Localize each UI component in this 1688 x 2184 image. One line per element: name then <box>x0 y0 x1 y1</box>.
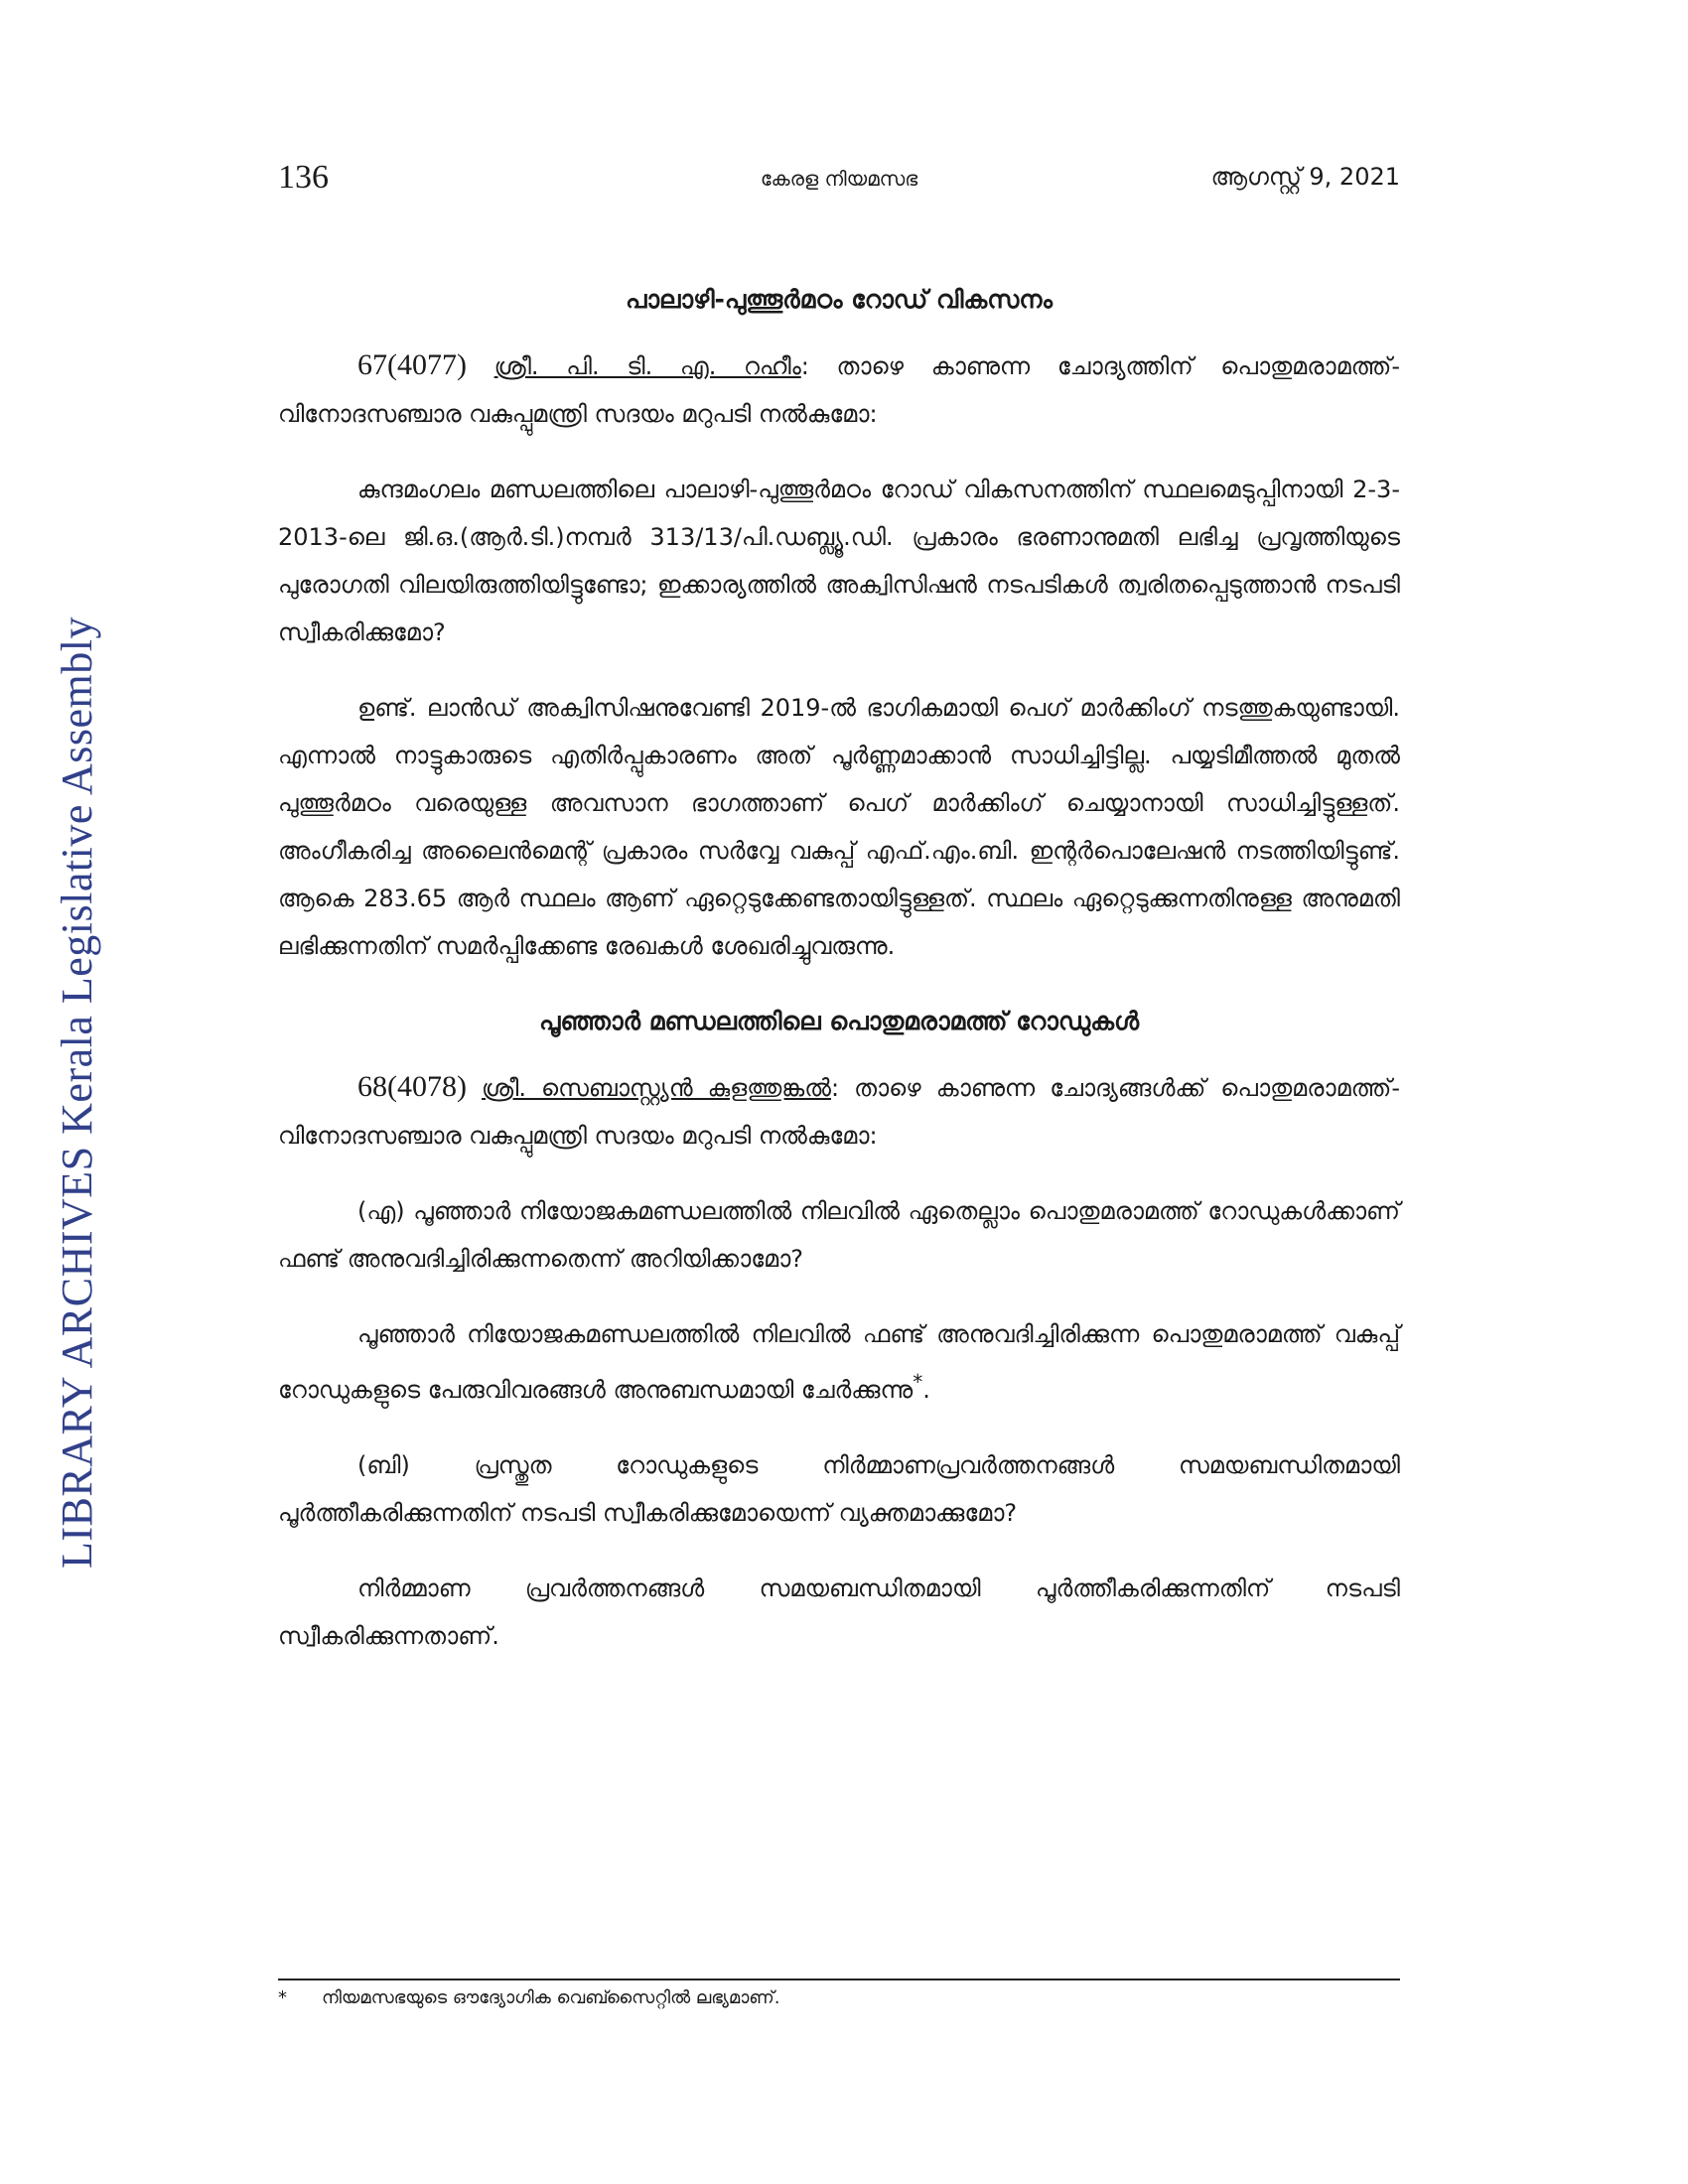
header-title: കേരള നിയമസഭ <box>760 167 918 191</box>
q68-intro <box>278 1063 1400 1160</box>
q68-number: 68(4078) <box>357 1070 467 1103</box>
footnote-text: നിയമസഭയുടെ ഔദ്യോഗിക വെബ്സൈറ്റിൽ ലഭ്യമാണ്. <box>322 1987 780 2008</box>
q67-heading: പാലാഴി-പുത്തൂർമഠം റോഡ് വികസനം <box>626 285 1053 314</box>
q68-question-b: (ബി) പ്രസ്തുത റോഡുകളുടെ നിർമ്മാണപ്രവർത്തനങ്ങൾ സമയബന്ധിതമായി പൂർത്തീകരിക്കുന്നതിന് നടപടി സ്വീകരിക്കുമോയെന്ന് വ്യക്തമാക്കുമോ? <box>278 1451 1400 1527</box>
q67-intro-text: : താഴെ കാണുന്ന ചോദ്യത്തിന് പൊതുമരാമത്ത്-വിനോദസഞ്ചാര വകുപ്പുമന്ത്രി സദയം മറുപടി നൽകുമോ: <box>278 352 1400 428</box>
q68-member: ശ്രീ. സെബാസ്റ്റ്യൻ കുളത്തുങ്കൽ <box>482 1074 831 1102</box>
archive-watermark: LIBRARY ARCHIVES Kerala Legislative Assembly <box>53 616 101 1569</box>
q67-member: ശ്രീ. പി. ടി. എ. റഹീം <box>493 352 801 380</box>
footnote-divider <box>278 1979 1400 1980</box>
q67-number: 67(4077) <box>357 348 467 381</box>
footnote-ref: * <box>913 1370 923 1394</box>
document-body <box>278 268 1400 1688</box>
q68-intro-text: : താഴെ കാണുന്ന ചോദ്യങ്ങൾക്ക് പൊതുമരാമത്ത്-വിനോദസഞ്ചാര വകുപ്പുമന്ത്രി സദയം മറുപടി നൽകുമോ: <box>278 1074 1400 1150</box>
q68-question-a: (എ) പൂഞ്ഞാർ നിയോജകമണ്ഡലത്തിൽ നിലവിൽ ഏതെല്ലാം പൊതുമരാമത്ത് റോഡുകൾക്കാണ് ഫണ്ട് അനുവദിച്ചിരിക്കുന്നതെന്ന് അറിയിക്കാമോ? <box>278 1197 1400 1273</box>
q68-answer-a-text: പൂഞ്ഞാർ നിയോജകമണ്ഡലത്തിൽ നിലവിൽ ഫണ്ട് അനുവദിച്ചിരിക്കുന്ന പൊതുമരാമത്ത് വകുപ്പ് റോഡുകളുടെ പേരുവിവരങ്ങൾ അനുബന്ധമായി ചേർക്കുന്നു <box>278 1320 1400 1404</box>
header-date: ആഗസ്റ്റ് 9, 2021 <box>1210 163 1400 191</box>
q67-question: കുന്ദമംഗലം മണ്ഡലത്തിലെ പാലാഴി-പുത്തൂർമഠം റോഡ് വികസനത്തിന് സ്ഥലമെടുപ്പിനായി 2-3-2013-ലെ ജി.ഒ.(ആർ.ടി.)നമ്പർ 313/13/പി.ഡബ്ല്യൂ.ഡി. പ്രകാരം ഭരണാനുമതി ലഭിച്ച പ്രവൃത്തിയുടെ പുരോഗതി വിലയിരുത്തിയിട്ടുണ്ടോ; ഇക്കാര്യത്തിൽ അക്വിസിഷൻ നടപടികൾ ത്വരിതപ്പെടുത്താൻ നടപടി സ്വീകരിക്കുമോ? <box>278 476 1400 646</box>
q68-answer-a-end: . <box>922 1376 930 1404</box>
footnote-mark: * <box>278 1987 287 2008</box>
q68-answer-b: നിർമ്മാണ പ്രവർത്തനങ്ങൾ സമയബന്ധിതമായി പൂർത്തീകരിക്കുന്നതിന് നടപടി സ്വീകരിക്കുന്നതാണ്. <box>278 1574 1400 1650</box>
q67-intro <box>278 341 1400 438</box>
page-header <box>278 159 1400 208</box>
q68-heading: പൂഞ്ഞാർ മണ്ഡലത്തിലെ പൊതുമരാമത്ത് റോഡുകൾ <box>538 1007 1140 1035</box>
page-number: 136 <box>278 159 329 196</box>
footnote <box>278 1987 780 2008</box>
q67-answer: ഉണ്ട്. ലാൻഡ് അക്വിസിഷനുവേണ്ടി 2019-ൽ ഭാഗികമായി പെഗ് മാർക്കിംഗ് നടത്തുകയുണ്ടായി. എന്നാൽ നാട്ടുകാരുടെ എതിർപ്പുകാരണം അത് പൂർണ്ണമാക്കാൻ സാധിച്ചിട്ടില്ല. പയ്യടിമീത്തൽ മുതൽ പുത്തൂർമഠം വരെയുള്ള അവസാന ഭാഗത്താണ് പെഗ് മാർക്കിംഗ് ചെയ്യാനായി സാധിച്ചിട്ടുള്ളത്. അംഗീകരിച്ച അലൈൻമെന്റ് പ്രകാരം സർവ്വേ വകുപ്പ് എഫ്.എം.ബി. ഇന്റർപൊലേഷൻ നടത്തിയിട്ടുണ്ട്. ആകെ 283.65 ആർ സ്ഥലം ആണ് ഏറ്റെടുക്കേണ്ടതായിട്ടുള്ളത്. സ്ഥലം ഏറ്റെടുക്കുന്നതിനുള്ള അനുമതി ലഭിക്കുന്നതിന് സമർപ്പിക്കേണ്ട രേഖകൾ ശേഖരിച്ചുവരുന്നു. <box>278 694 1400 960</box>
q68-answer-a <box>278 1310 1400 1414</box>
